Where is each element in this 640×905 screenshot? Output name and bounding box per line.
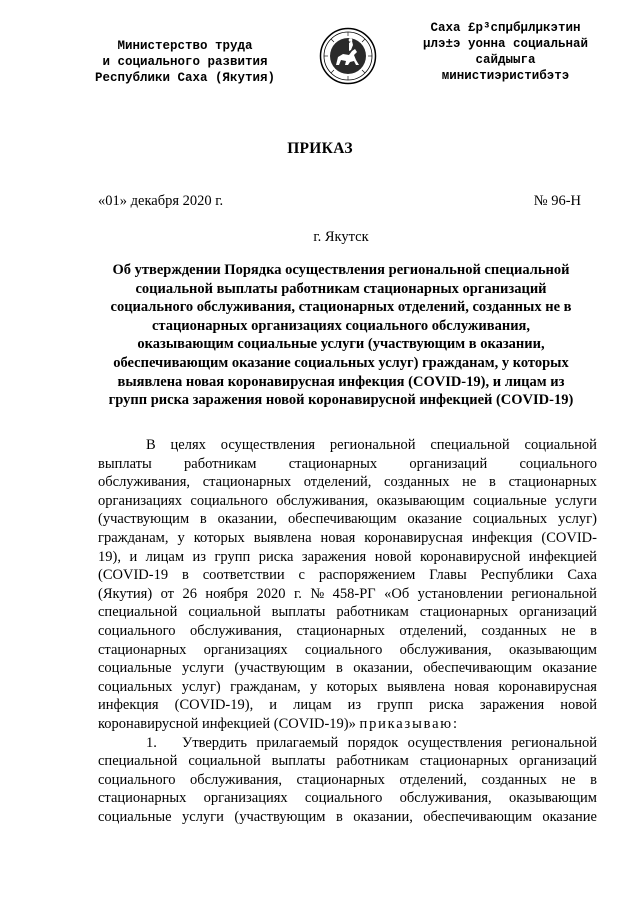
order-heading — [98, 261, 584, 410]
coat-of-arms-emblem — [319, 27, 377, 85]
order-keyword: приказываю: — [359, 715, 459, 732]
word: гражданам, — [98, 529, 169, 546]
word: региональной — [329, 437, 416, 453]
word: и — [129, 548, 138, 565]
preamble-paragraph — [98, 436, 597, 715]
ministry-name-line: Министерство труда — [117, 39, 253, 53]
word: Республики — [480, 567, 554, 584]
word: новая — [454, 678, 490, 695]
word: новой — [374, 548, 412, 565]
word: оказывающим — [508, 641, 597, 658]
paragraph-line — [98, 678, 597, 697]
word: Утвердить — [182, 734, 247, 751]
word: новой — [560, 697, 597, 714]
word: социального — [98, 771, 176, 788]
paragraph-line — [98, 659, 597, 678]
paragraph-line — [98, 492, 597, 511]
ministry-name-russian — [60, 38, 310, 86]
document-body — [98, 436, 597, 826]
word: не — [462, 474, 477, 491]
word: оказании, — [353, 660, 413, 677]
document-city: г. Якутск — [313, 229, 369, 245]
word: стационарных — [296, 771, 385, 788]
word: услуги — [182, 808, 224, 825]
word: (COVID-19 — [98, 567, 169, 584]
paragraph-line — [98, 808, 597, 827]
word: оказании, — [353, 808, 413, 825]
word: стационарных — [296, 622, 385, 639]
word: специальной — [430, 437, 510, 453]
word: обслуживания, — [399, 641, 492, 658]
word: обеспечивающим — [287, 511, 397, 528]
word: «Об — [384, 585, 410, 602]
word: у — [310, 678, 318, 695]
word: работникам — [184, 455, 257, 472]
word: групп — [214, 548, 251, 565]
word: социальных — [98, 678, 173, 695]
word: порядок — [347, 734, 399, 751]
heading-line: выявлена новая коронавирусная инфекция (COVID-19), и лицам из — [117, 373, 565, 390]
word: созданных — [481, 622, 547, 639]
word: инфекция — [471, 529, 533, 546]
word: услуги — [182, 660, 224, 677]
word: оказании, — [217, 511, 278, 528]
word: в — [489, 474, 496, 491]
paragraph-line — [98, 789, 597, 808]
ministry-name-line: и социального развития — [102, 55, 268, 69]
heading-line: Об утверждении Порядка осуществления региональной специальной — [112, 262, 570, 278]
item-number: 1. — [146, 734, 157, 751]
word: г. — [293, 585, 302, 602]
word: распоряжением — [318, 567, 416, 584]
word: в — [590, 771, 597, 788]
word: от — [160, 585, 175, 602]
word: 26 — [182, 585, 197, 602]
word: групп — [377, 697, 413, 714]
item-1-text — [98, 752, 597, 826]
word: социальной — [524, 437, 597, 453]
word: в — [199, 511, 207, 528]
word: гражданам, — [230, 678, 301, 695]
heading-line: социальной выплаты работникам стационарных организаций — [135, 280, 547, 297]
word: социального — [519, 455, 597, 472]
word: выявлена — [387, 678, 445, 695]
word: социальные — [98, 660, 172, 677]
word: установлении — [417, 585, 503, 602]
word: социальных — [472, 511, 548, 528]
word: выплаты — [271, 753, 326, 770]
word: стационарных — [202, 474, 292, 491]
word: обслуживания, — [276, 492, 369, 509]
ministry-name-line: Саха £р³спµбµлµкэтин — [430, 21, 581, 35]
word: специальной — [98, 753, 178, 770]
word: коронавирусная — [364, 529, 463, 546]
paragraph-line — [98, 641, 597, 660]
word: оказание — [407, 511, 462, 528]
ministry-name-line: µлэ±э уонна социальнай — [422, 37, 589, 51]
word: стационарных — [98, 790, 187, 807]
word: в — [335, 660, 343, 677]
word: обслуживания, — [98, 474, 191, 491]
word: в — [590, 622, 597, 639]
paragraph-line — [98, 585, 597, 604]
paragraph-line — [98, 715, 597, 734]
word: социальные — [98, 808, 172, 825]
word: лицам — [145, 548, 185, 565]
word: (участвующим — [234, 808, 326, 825]
word: организациях — [203, 790, 288, 807]
word: стационарных — [419, 604, 509, 621]
word: выявлена — [253, 529, 312, 546]
word: оказывающим — [376, 492, 465, 509]
word: услуг) — [557, 511, 597, 528]
paragraph-line — [98, 436, 597, 455]
word: работникам — [336, 753, 409, 770]
word: выплаты — [98, 455, 152, 472]
document-number: № 96-Н — [533, 193, 581, 209]
word: стационарных — [419, 753, 509, 770]
word: (Якутия) — [98, 585, 153, 602]
word: отделений, — [303, 474, 372, 491]
word: (участвующим — [234, 660, 326, 677]
word: социальные — [473, 492, 547, 509]
paragraph-line — [98, 455, 597, 474]
word: прилагаемый — [256, 734, 339, 751]
word: обеспечивающим — [423, 660, 532, 677]
word: обслуживания, — [189, 622, 282, 639]
word: выплаты — [271, 604, 326, 621]
word: (COVID-19), — [174, 697, 254, 714]
word: обеспечивающим — [423, 808, 532, 825]
word: инфекцией — [528, 548, 597, 565]
word: региональной — [511, 585, 597, 602]
word: из — [347, 697, 362, 714]
word: (COVID- — [541, 529, 597, 546]
document-date: «01» декабря 2020 г. — [98, 193, 224, 209]
word: не — [561, 771, 576, 788]
word: (участвующим — [98, 511, 190, 528]
word: инфекция — [98, 697, 159, 714]
word: организациях — [98, 492, 183, 509]
heading-line: групп риска заражения новой коронавирусной инфекцией (COVID-19) — [108, 392, 574, 409]
ministry-name-line: Республики Саха (Якутия) — [94, 71, 276, 85]
paragraph-line — [98, 603, 597, 622]
document-title: ПРИКАЗ — [287, 140, 353, 157]
word: ноября — [205, 585, 249, 602]
word: Главы — [429, 567, 467, 584]
word: социального — [190, 492, 268, 509]
word: стационарных — [288, 455, 378, 472]
word: социального — [304, 641, 383, 658]
word: осуществления — [220, 437, 316, 453]
word: лицам — [293, 697, 332, 714]
item-1-first-line — [98, 734, 597, 753]
word: у — [177, 529, 185, 546]
paragraph-line — [98, 771, 597, 790]
word: коронавирусная — [498, 678, 597, 695]
word: осуществления — [407, 734, 502, 751]
word: которых — [326, 678, 378, 695]
paragraph-line — [98, 548, 597, 567]
word: риска — [258, 548, 294, 565]
word: стационарных — [98, 641, 187, 658]
word: заражения — [301, 548, 367, 565]
word: организаций — [519, 753, 597, 770]
word: услуги — [555, 492, 597, 509]
word: социального — [304, 790, 383, 807]
paragraph-line — [98, 510, 597, 529]
word: коронавирусной — [419, 548, 521, 565]
word: не — [561, 622, 576, 639]
paragraph-line — [98, 752, 597, 771]
paragraph-line — [98, 566, 597, 585]
word: целях — [170, 437, 206, 453]
paragraph-line — [98, 696, 597, 715]
heading-line: оказывающим социальные услуги (участвующим в оказании, — [137, 336, 545, 353]
word: В — [146, 437, 156, 453]
word: в — [335, 808, 343, 825]
word: 19), — [98, 548, 121, 565]
word: 2020 — [256, 585, 286, 602]
word: оказывающим — [508, 790, 597, 807]
word: специальной — [98, 604, 178, 621]
word: услуг) — [181, 678, 221, 695]
word: работникам — [336, 604, 409, 621]
word: организаций — [409, 455, 488, 472]
word: обслуживания, — [399, 790, 492, 807]
paragraph-line — [98, 622, 597, 641]
word: оказание — [542, 808, 597, 825]
word: в — [181, 567, 189, 584]
ministry-name-line: министиэристибэтэ — [441, 69, 570, 83]
ministry-name-yakut — [388, 20, 623, 84]
word: обслуживания, — [189, 771, 282, 788]
word: социального — [98, 622, 176, 639]
word: Саха — [567, 567, 597, 584]
word: заражения — [479, 697, 545, 714]
word: социальной — [188, 604, 261, 621]
paragraph-line — [98, 529, 597, 548]
word: новая — [320, 529, 356, 546]
word: из — [192, 548, 207, 565]
word: стационарных — [508, 474, 597, 491]
ministry-name-line: сайдыыга — [475, 53, 536, 67]
word: № — [310, 585, 325, 602]
heading-line: социального обслуживания, стационарных отделений, созданных не в — [110, 299, 572, 316]
item-1-first-line-text — [182, 734, 597, 753]
word: соответствии — [202, 567, 285, 584]
heading-line: стационарных организациях социального обслуживания, — [151, 317, 531, 334]
word: отделений, — [399, 771, 467, 788]
word: созданных — [481, 771, 547, 788]
word: с — [298, 567, 305, 584]
word: организаций — [519, 604, 597, 621]
word: 458-РГ — [332, 585, 376, 602]
word: риска — [429, 697, 464, 714]
word: оказание — [542, 660, 597, 677]
word: и — [269, 697, 278, 714]
word: региональной — [511, 734, 597, 751]
word: созданных — [384, 474, 450, 491]
word: организациях — [203, 641, 288, 658]
heading-line: обеспечивающим оказание социальных услуг) гражданам, у которых — [113, 354, 569, 371]
paragraph-line — [98, 473, 597, 492]
word: отделений, — [399, 622, 467, 639]
word: которых — [193, 529, 245, 546]
word: социальной — [188, 753, 261, 770]
paragraph-last-text: коронавирусной инфекцией (COVID-19)» — [98, 715, 360, 732]
